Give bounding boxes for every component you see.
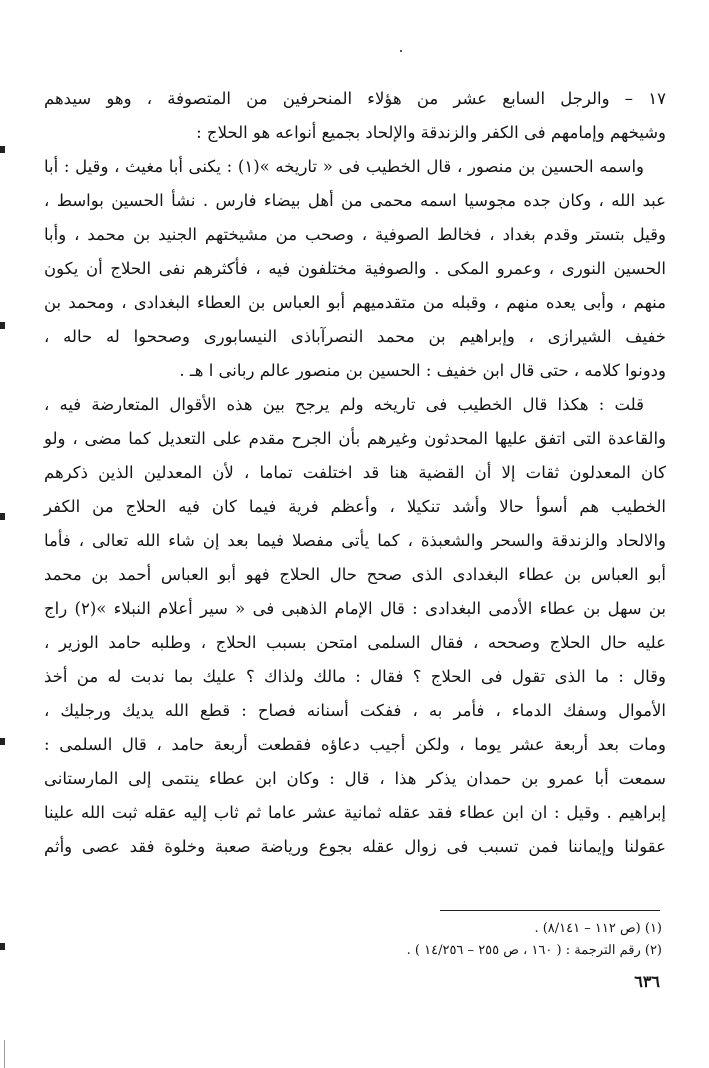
footnote-1: (١) (ص ١١٢ – ٨/١٤١) .	[534, 921, 662, 936]
scan-edge-mark	[0, 738, 5, 745]
text-line-19: الأموال وسفك الدماء ، فأمر به ، ففكت أسنانه فصاح : قطع الله يديك ورجليك ،	[44, 701, 666, 720]
footnote-2: (٢) رقم الترجمة : ( ١٦٠ ، ص ٢٥٥ – ١٤/٢٥٦ ) .	[406, 943, 662, 958]
body-text	[44, 82, 666, 864]
text-line-5: وقيل بتستر وقدم بغداد ، فخالط الصوفية ، وصحب من مشيختهم الجنيد بن محمد ، وأبا	[44, 225, 666, 244]
text-line-22: إبراهيم . وقيل : ان ابن عطاء فقد عقله ثمانية عشر عاما ثم ثاب إليه عقله ثبت الله علينا	[44, 803, 666, 822]
text-line-18: وقال : ما الذى تقول فى الحلاج ؟ فقال : مالك ولذاك ؟ عليك بما ندبت له من أخذ	[44, 667, 666, 686]
text-line-17: عليه حال الحلاج وصححه ، فقال السلمى امتحن بسبب الحلاج ، وطلبه حامد الوزير ،	[44, 633, 666, 652]
text-line-7: منهم ، وأبى يعده منهم ، وقبله من متقدميهم أبو العباس بن العطاء البغدادى ، ومحمد بن	[44, 293, 666, 312]
text-line-12: كان المعدلون ثقات إلا أن القضية هنا قد اختلفت تماما ، لأن المعدلين الذين ذكرهم	[44, 463, 666, 482]
text-line-21: سمعت أبا عمرو بن حمدان يذكر هذا ، قال : وكان ابن عطاء ينتمى إلى المارستانى	[44, 769, 666, 788]
text-line-3: واسمه الحسين بن منصور ، قال الخطيب فى « تاريخه »(١) : يكنى أبا مغيث ، وقيل : أبا	[44, 157, 644, 176]
text-line-11: والقاعدة التى اتفق عليها المحدثون وغيرهم بأن الجرح مقدم على التعديل كما مضى ، ولو	[44, 429, 666, 448]
text-line-9: ودونوا كلامه ، حتى قال ابن خفيف : الحسين بن منصور عالم ربانى ا هـ .	[179, 361, 666, 380]
footnotes	[300, 918, 662, 962]
text-line-14: والالحاد والزندقة والسحر والشعبذة ، كما يأتى مفصلا فيما بعد إن شاء الله تعالى ، فأما	[44, 531, 666, 550]
scan-edge-mark	[0, 322, 5, 329]
text-line-10: قلت : هكذا قال الخطيب فى تاريخه ولم يرجح بين هذه الأقوال المتعارضة فيه ،	[44, 395, 644, 414]
scan-edge-mark	[0, 146, 5, 153]
text-line-13: الخطيب هم أسوأ حالا وأشد تنكيلا ، وأعظم فرية فيما كان فيه الحلاج من الكفر	[44, 497, 666, 516]
scan-edge-mark	[0, 513, 5, 520]
text-line-1: ١٧ – والرجل السابع عشر من هؤلاء المنحرفين من المتصوفة ، وهو سيدهم	[44, 89, 666, 108]
scan-speck	[400, 50, 402, 52]
text-line-8: خفيف الشيرازى ، وإبراهيم بن محمد النصرآباذى النيسابورى وصححوا له حاله ،	[44, 327, 666, 346]
text-line-20: ومات بعد أربعة عشر يوما ، ولكن أجيب دعاؤه فقطعت أربعة حامد ، قال السلمى :	[44, 735, 666, 754]
page-number: ٦٣٦	[634, 972, 660, 991]
page-gutter-line	[4, 1040, 5, 1068]
text-line-23: عقولنا وإيماننا فمن تسبب فى زوال عقله بجوع ورياضة صعبة وخلوة فقد عصى وأثم	[44, 837, 666, 856]
text-line-2: وشيخهم وإمامهم فى الكفر والزندقة والإلحاد بجميع أنواعه هو الحلاج :	[196, 123, 666, 142]
text-line-6: الحسين النورى ، وعمرو المكى . والصوفية مختلفون فيه ، فأكثرهم نفى الحلاج أن يكون	[44, 259, 666, 278]
scan-edge-mark	[0, 943, 5, 950]
text-line-4: عبد الله ، وكان جده مجوسيا اسمه محمى من أهل بيضاء فارس . نشأ الحسين بواسط ،	[44, 191, 666, 210]
text-line-16: بن سهل بن عطاء الأدمى البغدادى : قال الإمام الذهبى فى « سير أعلام النبلاء »(٢) راج	[44, 599, 666, 618]
text-line-15: أبو العباس بن عطاء البغدادى الذى صحح حال الحلاج فهو أبو العباس أحمد بن محمد	[44, 565, 666, 584]
footnote-divider	[440, 910, 660, 911]
